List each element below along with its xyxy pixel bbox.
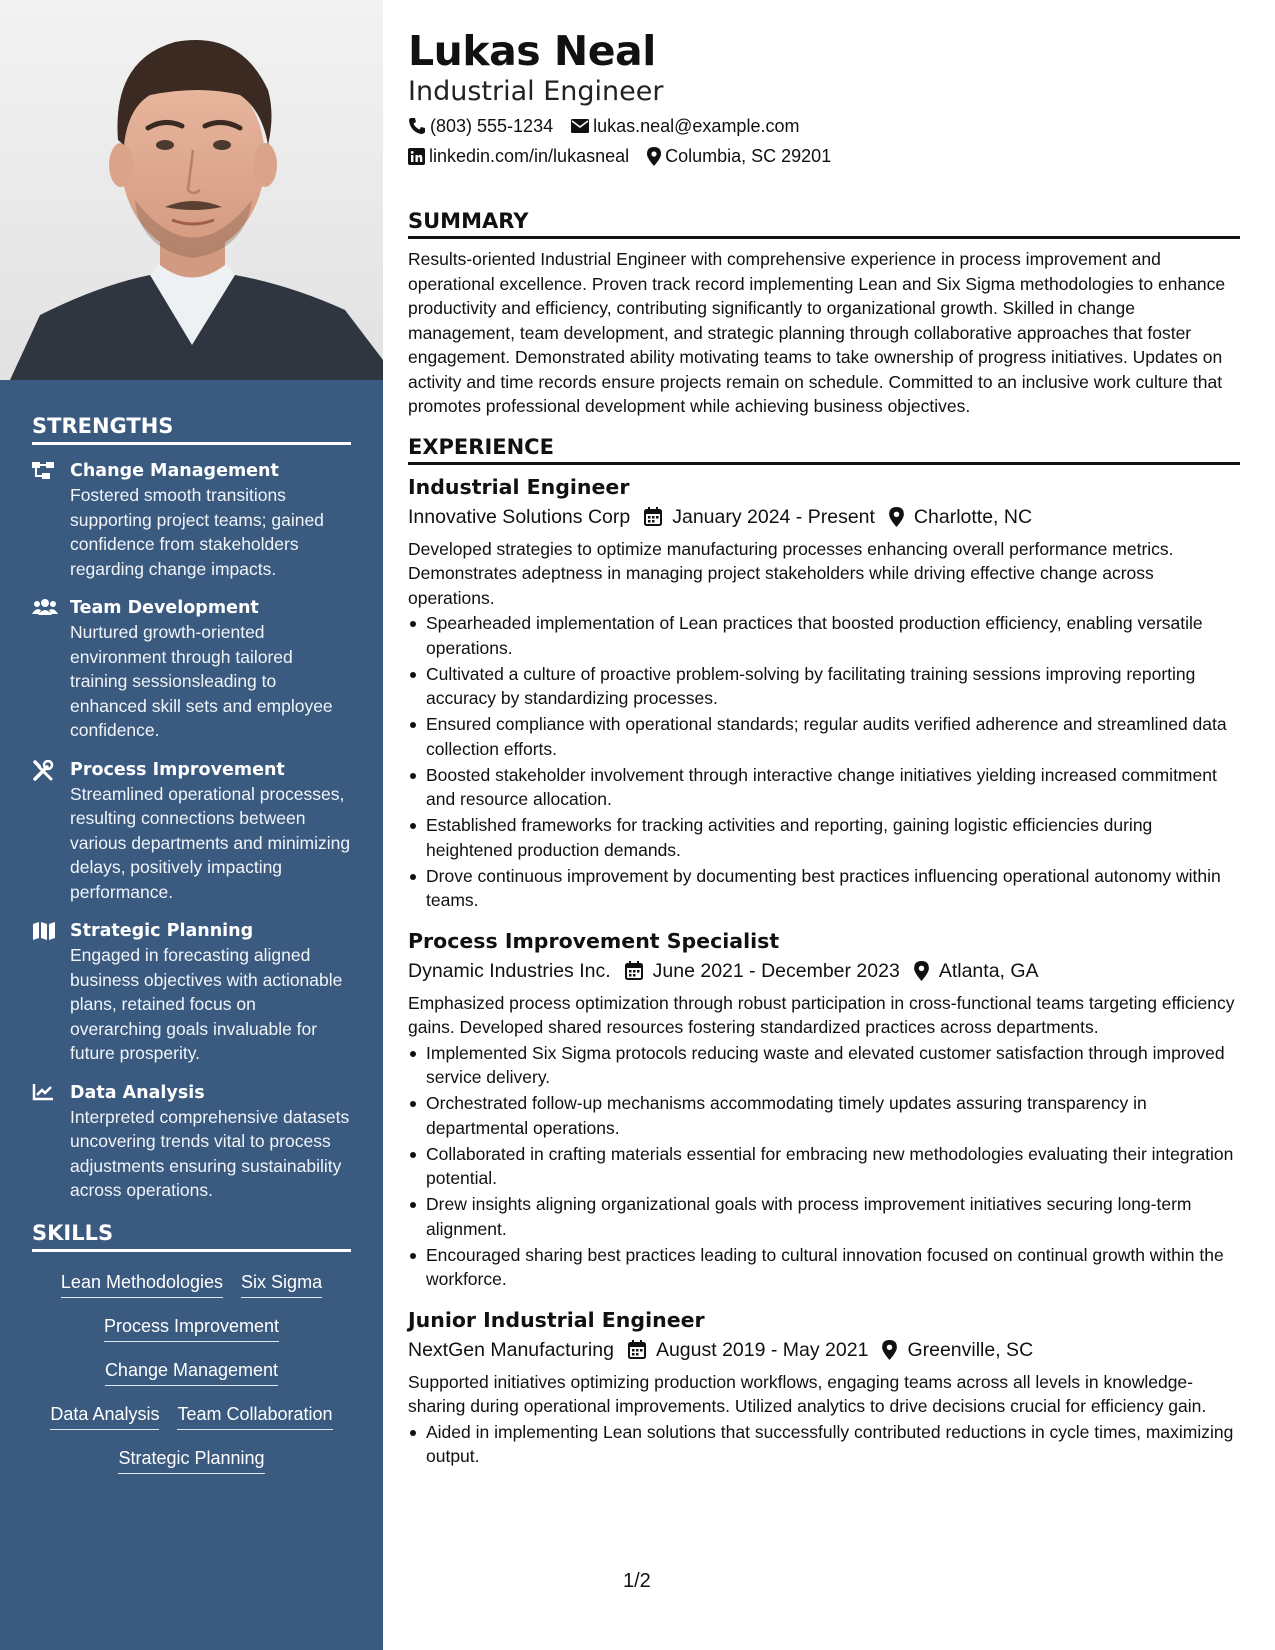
strength-item: [32, 459, 351, 581]
bullet-item: Aided in implementing Lean solutions that successfully contributed reductions in cycle times, maximizing output.: [408, 1420, 1240, 1469]
envelope-icon: [571, 119, 589, 133]
strength-title: Process Improvement: [70, 759, 285, 780]
strengths-section: [0, 414, 383, 1474]
bullet-item: Collaborated in crafting materials essential for embracing new methodologies evaluating their integration potential.: [408, 1142, 1240, 1191]
strength-desc: Engaged in forecasting aligned business objectives with actionable plans, retained focus on overarching goals invaluable for future prosperity.: [70, 945, 343, 1063]
hierarchy-icon: [32, 459, 70, 581]
skill-tag: Lean Methodologies: [61, 1270, 223, 1298]
candidate-role: Industrial Engineer: [408, 76, 664, 107]
portrait-illustration: [0, 0, 383, 380]
job-dates: June 2021 - December 2023: [652, 959, 900, 982]
bullet-item: Established frameworks for tracking activities and reporting, gaining logistic efficiencies during heightened production demands.: [408, 813, 1240, 862]
location-text: Columbia, SC 29201: [665, 146, 832, 166]
job-bullets: [408, 1041, 1240, 1292]
bullet-item: Cultivated a culture of proactive problem-solving by facilitating training sessions improving reporting accuracy by standardizing processes.: [408, 662, 1240, 711]
strength-desc: Nurtured growth-oriented environment through tailored training sessionsleading to enhanced skill sets and employee confidence.: [70, 622, 333, 740]
job-location: Atlanta, GA: [938, 959, 1039, 982]
skills-list: [32, 1270, 351, 1474]
job-entry: [408, 1306, 1240, 1469]
bullet-item: Drove continuous improvement by documenting best practices influencing operational autonomy within teams.: [408, 864, 1240, 913]
bullet-item: Spearheaded implementation of Lean practices that boosted production efficiency, enabling versatile operations.: [408, 611, 1240, 660]
profile-photo: [0, 0, 383, 380]
phone: [408, 113, 553, 139]
skill-tag: Process Improvement: [104, 1314, 279, 1342]
strengths-heading: STRENGTHS: [32, 414, 351, 445]
phone-text: (803) 555-1234: [430, 116, 554, 136]
bullet-item: Encouraged sharing best practices leading to cultural innovation focused on continual growth within the workforce.: [408, 1243, 1240, 1292]
job-location: Greenville, SC: [907, 1338, 1034, 1361]
skill-tag: Change Management: [105, 1358, 278, 1386]
job-title: Junior Industrial Engineer: [408, 1307, 705, 1332]
strength-desc: Interpreted comprehensive datasets uncovering trends vital to process adjustments ensuring sustainability across operations.: [70, 1106, 350, 1200]
skill-tag: Six Sigma: [241, 1270, 322, 1298]
bullet-item: Orchestrated follow-up mechanisms accommodating timely updates assuring transparency in departmental operations.: [408, 1091, 1240, 1140]
calendar-icon: [628, 1340, 646, 1359]
strength-item: [32, 1081, 351, 1203]
job-meta: [408, 1336, 1240, 1364]
main-content: [408, 0, 1240, 1470]
linkedin[interactable]: [408, 143, 629, 169]
job-bullets: [408, 611, 1240, 913]
sidebar: [0, 0, 383, 1650]
strength-title: Strategic Planning: [70, 921, 254, 941]
company: Innovative Solutions Corp: [408, 505, 631, 528]
job-title: Process Improvement Specialist: [408, 928, 780, 953]
contact-row: [408, 113, 1240, 139]
experience-heading: EXPERIENCE: [408, 435, 1240, 465]
job-location: Charlotte, NC: [913, 505, 1033, 528]
job-dates: August 2019 - May 2021: [655, 1338, 869, 1361]
bullet-item: Boosted stakeholder involvement through interactive change initiatives yielding increased commitment and resource allocation.: [408, 763, 1240, 812]
users-icon: [32, 596, 70, 743]
job-meta: [408, 957, 1240, 985]
bullet-item: Ensured compliance with operational standards; regular audits verified adherence and streamlined data collection efforts.: [408, 712, 1240, 761]
job-meta: [408, 503, 1240, 531]
job-entry: [408, 473, 1240, 913]
contact-row: [408, 143, 1240, 169]
company: Dynamic Industries Inc.: [408, 959, 611, 982]
location: [647, 143, 831, 169]
page-number: 1/2: [623, 1570, 651, 1592]
map-pin-icon: [914, 961, 929, 981]
skill-tag: Data Analysis: [50, 1402, 159, 1430]
skill-tag: Strategic Planning: [118, 1446, 264, 1474]
strength-item: [32, 758, 351, 905]
email[interactable]: [571, 113, 799, 139]
strength-title: Team Development: [70, 598, 259, 618]
job-description: Supported initiatives optimizing production workflows, engaging teams across all levels in knowledge-sharing during operational improvements. Utilized analytics to drive decisions crucial for efficiency gain.: [408, 1371, 1207, 1416]
job-entry: [408, 927, 1240, 1292]
linkedin-text[interactable]: linkedin.com/in/lukasneal: [429, 146, 630, 166]
strength-item: [32, 919, 351, 1066]
bullet-item: Drew insights aligning organizational goals with process improvement initiatives securing long-term alignment.: [408, 1192, 1240, 1241]
job-description: Emphasized process optimization through robust participation in cross-functional teams targeting efficiency gains. Developed shared resources fostering standardized practices across departments.: [408, 992, 1235, 1037]
job-dates: January 2024 - Present: [672, 505, 875, 528]
map-pin-icon: [647, 147, 661, 166]
calendar-icon: [644, 507, 662, 526]
map-pin-icon: [882, 1340, 897, 1360]
summary-text: Results-oriented Industrial Engineer with comprehensive experience in process improvement and operational excellence. Proven track record implementing Lean and Six Sigma methodologies to enhance productivity and efficiency, contributing significantly to organizational growth. Skilled in change management, team development, and strategic planning through collaborative approaches that foster engagement. Demonstrated ability motivating teams to take ownership of progress initiatives. Updates on activity and time records ensure projects remain on schedule. Committed to an inclusive work culture that promotes professional development while achieving business objectives.: [408, 249, 1226, 416]
bullet-item: Implemented Six Sigma protocols reducing waste and elevated customer satisfaction through improved service delivery.: [408, 1041, 1240, 1090]
strength-desc: Streamlined operational processes, resulting connections between various departments and minimizing delays, positively impacting performance.: [70, 783, 351, 902]
strength-desc: Fostered smooth transitions supporting project teams; gained confidence from stakeholders regarding change impacts.: [70, 485, 324, 579]
chart-line-icon: [32, 1081, 70, 1203]
strength-title: Change Management: [70, 461, 279, 481]
skills-heading: SKILLS: [32, 1221, 351, 1252]
email-text[interactable]: lukas.neal@example.com: [593, 116, 800, 136]
strength-item: [32, 596, 351, 743]
job-bullets: [408, 1420, 1240, 1469]
skill-tag: Team Collaboration: [177, 1402, 332, 1430]
company: NextGen Manufacturing: [408, 1338, 614, 1361]
calendar-icon: [625, 961, 643, 980]
job-description: Developed strategies to optimize manufacturing processes enhancing overall performance metrics. Demonstrates adeptness in managing project stakeholders while driving effective change across operations.: [408, 538, 1174, 608]
map-icon: [32, 919, 70, 1066]
linkedin-icon: [408, 148, 425, 165]
candidate-name: Lukas Neal: [408, 27, 656, 75]
tools-icon: [32, 758, 70, 905]
job-title: Industrial Engineer: [408, 474, 630, 499]
strength-title: Data Analysis: [70, 1082, 205, 1103]
summary-heading: SUMMARY: [408, 209, 1240, 239]
map-pin-icon: [889, 507, 904, 527]
phone-icon: [408, 117, 426, 135]
